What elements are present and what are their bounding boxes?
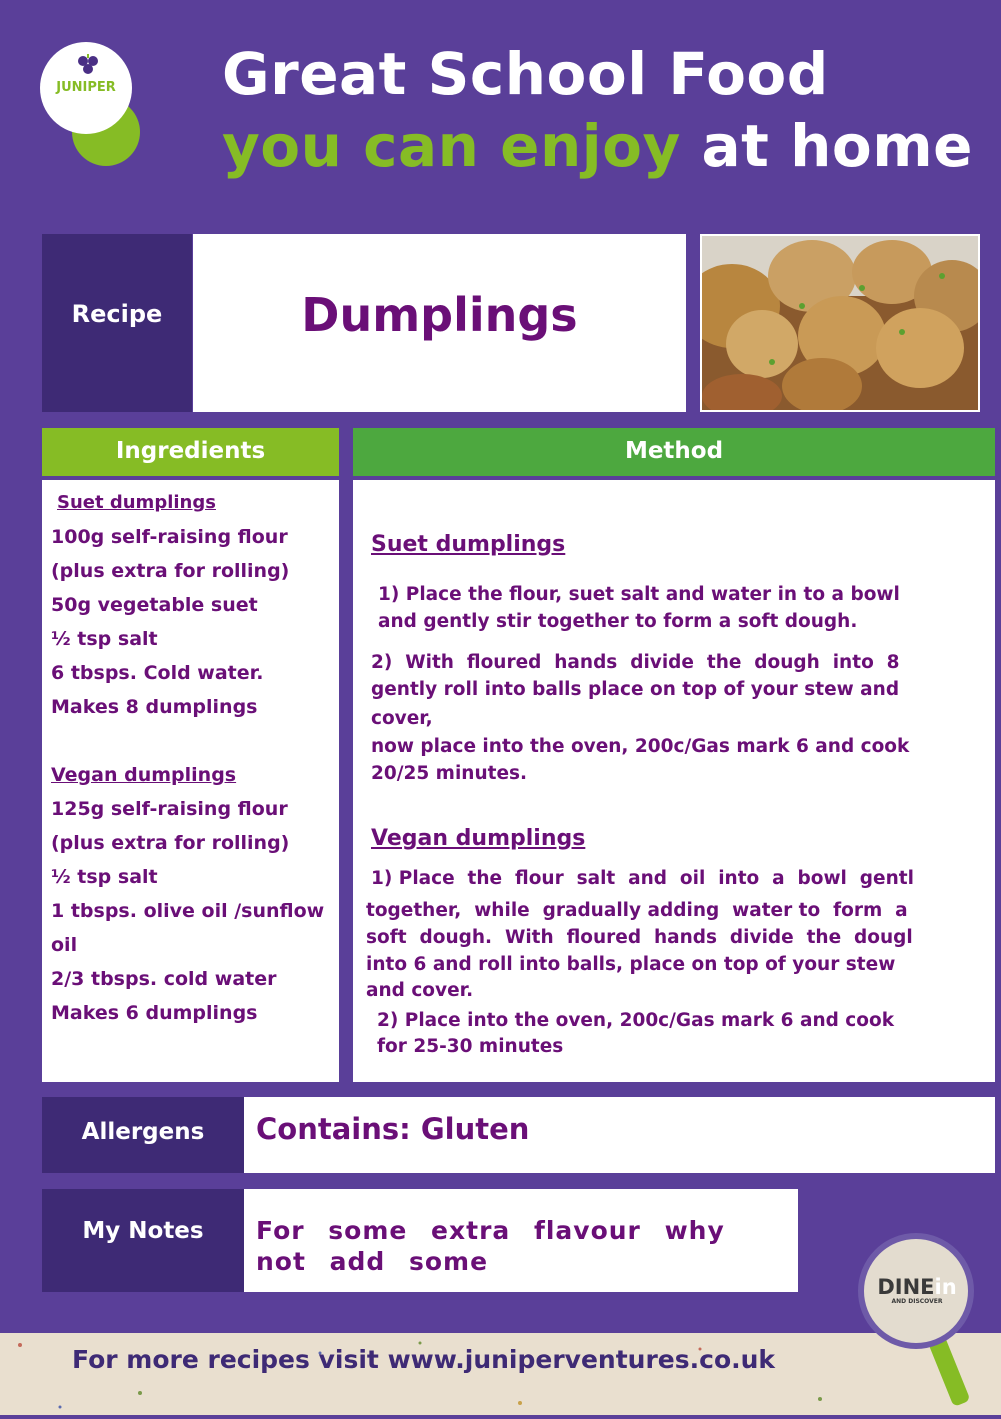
vegan-ingredients-heading: Vegan dumplings <box>51 764 237 786</box>
notes-text: For some extra flavour why not add some <box>256 1216 725 1276</box>
dine-in-badge-subtext: AND DISCOVER <box>891 1298 943 1305</box>
footer-website-link[interactable]: For more recipes visit www.juniperventures.co.uk <box>72 1345 776 1374</box>
method-line: soft dough. With floured hands divide the dougl <box>366 927 913 948</box>
notes-box <box>244 1189 798 1292</box>
suet-ingredients-heading: Suet dumplings <box>57 492 216 513</box>
ingredient-item: ½ tsp salt <box>51 866 158 888</box>
ingredient-item: 50g vegetable suet <box>51 594 258 616</box>
title-line-2 <box>222 112 973 180</box>
recipe-title: Dumplings <box>301 288 578 342</box>
method-line: and cover. <box>366 980 474 1001</box>
method-line: together, while gradually adding water to form a <box>366 900 908 921</box>
ingredients-panel <box>42 480 339 1082</box>
logo-text: JUNIPER <box>56 80 116 95</box>
dine-text-main: DINE <box>877 1275 935 1299</box>
method-line: 20/25 minutes. <box>371 763 528 784</box>
recipe-label: Recipe <box>71 300 163 328</box>
method-line: 2) With floured hands divide the dough into 8 <box>371 652 900 673</box>
vegan-method-heading: Vegan dumplings <box>371 826 586 851</box>
method-line: gently roll into balls place on top of your stew and <box>371 679 900 700</box>
method-line: 1) Place the flour salt and oil into a bowl gentl <box>371 868 914 889</box>
allergens-text: Contains: Gluten <box>256 1112 530 1146</box>
suet-method-heading: Suet dumplings <box>371 532 566 557</box>
ingredient-item: 6 tbsps. Cold water. <box>51 662 264 684</box>
method-panel <box>353 480 995 1082</box>
method-line: 1) Place the flour, suet salt and water in to a bowl <box>378 584 900 605</box>
ingredient-item: Makes 8 dumplings <box>51 696 258 718</box>
method-line: and gently stir together to form a soft dough. <box>378 611 858 632</box>
method-line: now place into the oven, 200c/Gas mark 6 and cook <box>371 736 910 757</box>
ingredient-item: (plus extra for rolling) <box>51 832 290 854</box>
ingredient-item: 100g self-raising flour <box>51 526 288 548</box>
ingredient-item: 125g self-raising flour <box>51 798 288 820</box>
berries-icon <box>76 52 100 76</box>
method-line: cover, <box>371 708 433 729</box>
method-header: Method <box>353 428 995 476</box>
dine-in-badge-text <box>870 1275 964 1299</box>
dine-text-in: in <box>934 1275 957 1299</box>
ingredient-item: oil <box>51 934 78 956</box>
ingredient-item: 1 tbsps. olive oil /sunflow <box>51 900 325 922</box>
method-line: for 25-30 minutes <box>377 1036 564 1057</box>
title-white-part: at home <box>701 112 973 180</box>
method-line: 2) Place into the oven, 200c/Gas mark 6 and cook <box>377 1010 894 1031</box>
dumplings-photo <box>700 234 980 412</box>
ingredient-item: (plus extra for rolling) <box>51 560 290 582</box>
ingredient-item: Makes 6 dumplings <box>51 1002 258 1024</box>
dumplings-photo-image <box>702 236 978 410</box>
title-green-part: you can enjoy <box>222 112 681 180</box>
notes-label: My Notes <box>42 1189 244 1292</box>
method-line: into 6 and roll into balls, place on top of your stew <box>366 954 896 975</box>
title-line-1: Great School Food <box>222 40 829 108</box>
allergens-label: Allergens <box>42 1097 244 1173</box>
ingredient-item: 2/3 tbsps. cold water <box>51 968 277 990</box>
ingredients-header: Ingredients <box>42 428 339 476</box>
ingredient-item: ½ tsp salt <box>51 628 158 650</box>
